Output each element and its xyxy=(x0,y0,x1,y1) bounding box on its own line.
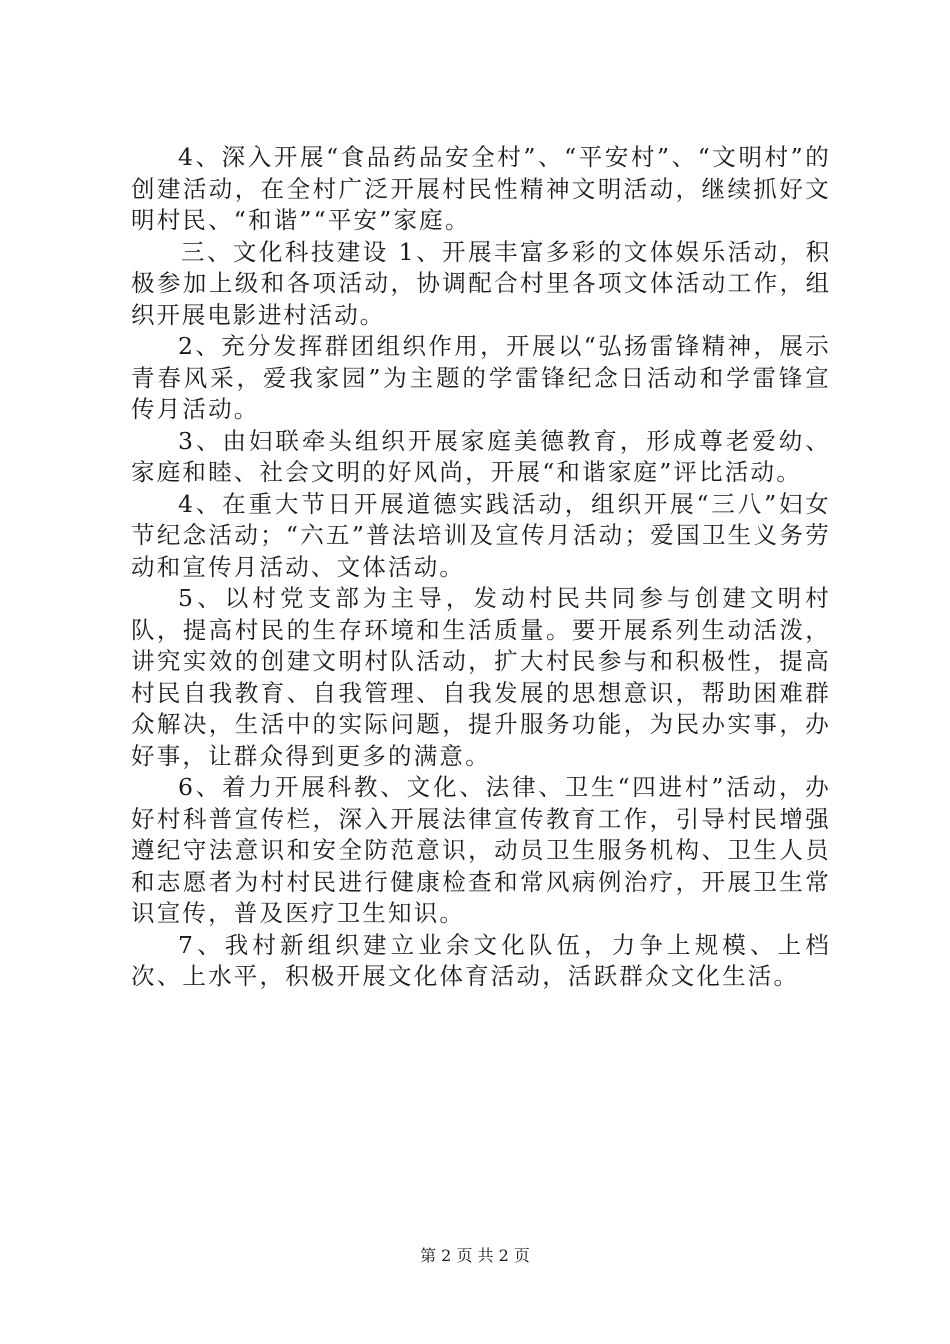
paragraph-item-5-party: 5、以村党支部为主导，发动村民共同参与创建文明村队，提高村民的生存环境和生活质量。要开展系列生动活泼，讲究实效的创建文明村队活动，扩大村民参与和积极性，提高村民自我教育、自我管理、自我发展的思想意识，帮助困难群众解决，生活中的实际问题，提升服务功能，为民办实事，办好事，让群众得到更多的满意。 xyxy=(131,584,831,770)
paragraph-culture-tech: 三、文化科技建设 1、开展丰富多彩的文体娱乐活动，积极参加上级和各项活动，协调配合村里各项文体活动工作，组织开展电影进村活动。 xyxy=(131,237,831,329)
paragraph-item-3-family: 3、由妇联牵头组织开展家庭美德教育，形成尊老爱幼、家庭和睦、社会文明的好风尚，开展“和谐家庭”评比活动。 xyxy=(131,426,831,486)
paragraph-item-2-groups: 2、充分发挥群团组织作用，开展以“弘扬雷锋精神，展示青春风采，爱我家园”为主题的学雷锋纪念日活动和学雷锋宣传月活动。 xyxy=(131,332,831,423)
document-body xyxy=(131,142,831,993)
paragraph-item-4-creation: 4、深入开展“食品药品安全村”、“平安村”、“文明村”的创建活动，在全村广泛开展村民性精神文明活动，继续抓好文明村民、“和谐”“平安”家庭。 xyxy=(131,143,831,234)
page-number-footer: 第 2 页 共 2 页 xyxy=(420,1246,530,1265)
paragraph-item-6-four-into-village: 6、着力开展科教、文化、法律、卫生“四进村”活动，办好村科普宣传栏，深入开展法律宣传教育工作，引导村民增强遵纪守法意识和安全防范意识，动员卫生服务机构、卫生人员和志愿者为村村民进行健康检查和常风病例治疗，开展卫生常识宣传，普及医疗卫生知识。 xyxy=(131,773,831,927)
paragraph-item-4-festivals: 4、在重大节日开展道德实践活动，组织开展“三八”妇女节纪念活动；“六五”普法培训及宣传月活动；爱国卫生义务劳动和宣传月活动、文体活动。 xyxy=(131,489,831,581)
paragraph-item-7-culture-team: 7、我村新组织建立业余文化队伍，力争上规模、上档次、上水平，积极开展文化体育活动，活跃群众文化生活。 xyxy=(131,930,831,990)
